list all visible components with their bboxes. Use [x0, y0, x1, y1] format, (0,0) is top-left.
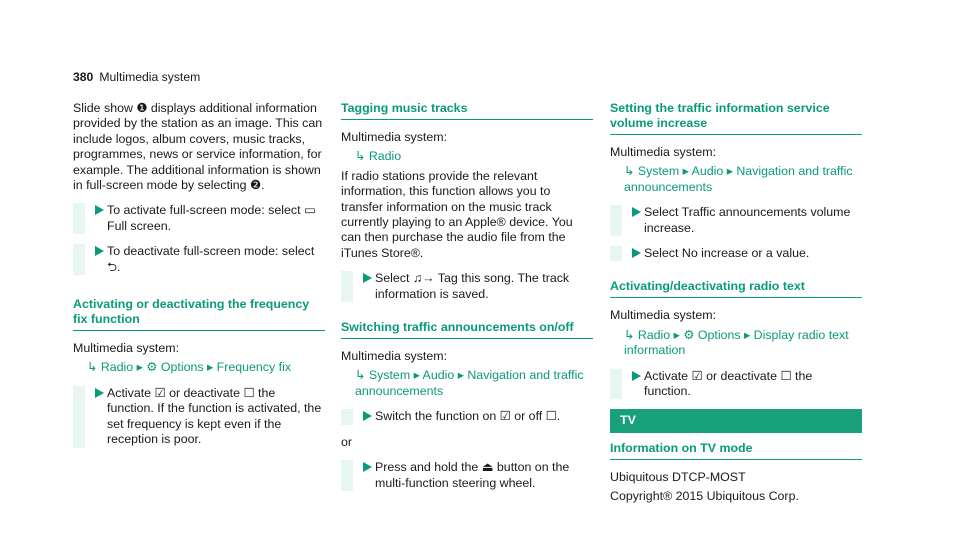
section-heading: Activating or deactivating the frequency fix function	[73, 297, 325, 331]
section-heading: Activating/deactivating radio text	[610, 279, 862, 298]
arrow-icon	[363, 273, 372, 283]
menu-label: Multimedia system:	[610, 308, 717, 323]
menu-path: ↳ Radio ▸ ⚙ Options ▸ Display radio text information	[624, 327, 849, 358]
step-press-button: Press and hold the ⏏ button on the multi-function steering wheel.	[341, 460, 593, 491]
column-1	[73, 101, 325, 458]
menu-path: ↳ System ▸ Audio ▸ Navigation and traffic announcements	[624, 164, 853, 194]
page-header	[73, 70, 200, 85]
step-select-value: Select No increase or a value.	[610, 246, 862, 261]
body-text: Ubiquitous DTCP-MOST	[610, 469, 746, 484]
step-switch-function: Switch the function on ☑ or off ☐.	[341, 409, 593, 424]
tv-banner: TV	[610, 409, 862, 432]
arrow-icon	[95, 246, 104, 256]
section-heading: Tagging music tracks	[341, 101, 593, 120]
arrow-icon	[632, 248, 641, 258]
step-activate-full-screen: To activate full-screen mode: select ▭ Full screen.	[73, 203, 325, 234]
section-heading: Information on TV mode	[610, 441, 862, 460]
step-select-volume: Select Traffic announcements volume increase.	[610, 205, 862, 236]
arrow-icon	[363, 411, 372, 421]
arrow-icon	[363, 462, 372, 472]
section-heading: Switching traffic announcements on/off	[341, 320, 593, 339]
arrow-icon	[95, 388, 104, 398]
arrow-icon	[95, 205, 104, 215]
page-number: 380	[73, 70, 94, 84]
column-3	[610, 101, 862, 509]
or-text: or	[341, 434, 353, 449]
step-deactivate-full-screen: To deactivate full-screen mode: select ⮌.	[73, 244, 325, 275]
section-heading: Setting the traffic information service volume increase	[610, 101, 862, 135]
arrow-icon	[632, 371, 641, 381]
menu-path: ↳ Radio ▸ ⚙ Options ▸ Frequency fix	[87, 360, 292, 375]
body-text: If radio stations provide the relevant information, this function allows you to transfer information on the music track currently playing to an Apple® device. You can then purchase the audio file from the iTunes Store®.	[341, 168, 573, 260]
menu-label: Multimedia system:	[341, 130, 448, 144]
menu-path: ↳ System ▸ Audio ▸ Navigation and traffic announcements	[355, 368, 584, 398]
body-text: Copyright® 2015 Ubiquitous Corp.	[610, 489, 799, 504]
intro-text: Slide show ❶ displays additional information provided by the station as an image. This can include logos, album covers, music tracks, programmes, news or service information, for example. The additional information is shown in full-screen mode by selecting ❷.	[73, 101, 323, 193]
step-tag-song: Select ♫→ Tag this song. The track information is saved.	[341, 271, 593, 302]
column-2	[341, 101, 593, 501]
arrow-icon	[632, 207, 641, 217]
menu-label: Multimedia system:	[610, 145, 717, 159]
menu-label: Multimedia system:	[73, 341, 180, 356]
menu-label: Multimedia system:	[341, 349, 448, 364]
menu-path: ↳ Radio	[355, 149, 402, 164]
step-frequency-fix: Activate ☑ or deactivate ☐ the function. If the function is activated, the set frequency is kept even if the reception is poor.	[73, 386, 325, 448]
step-radio-text: Activate ☑ or deactivate ☐ the function.	[610, 369, 862, 400]
page-title: Multimedia system	[99, 70, 201, 84]
